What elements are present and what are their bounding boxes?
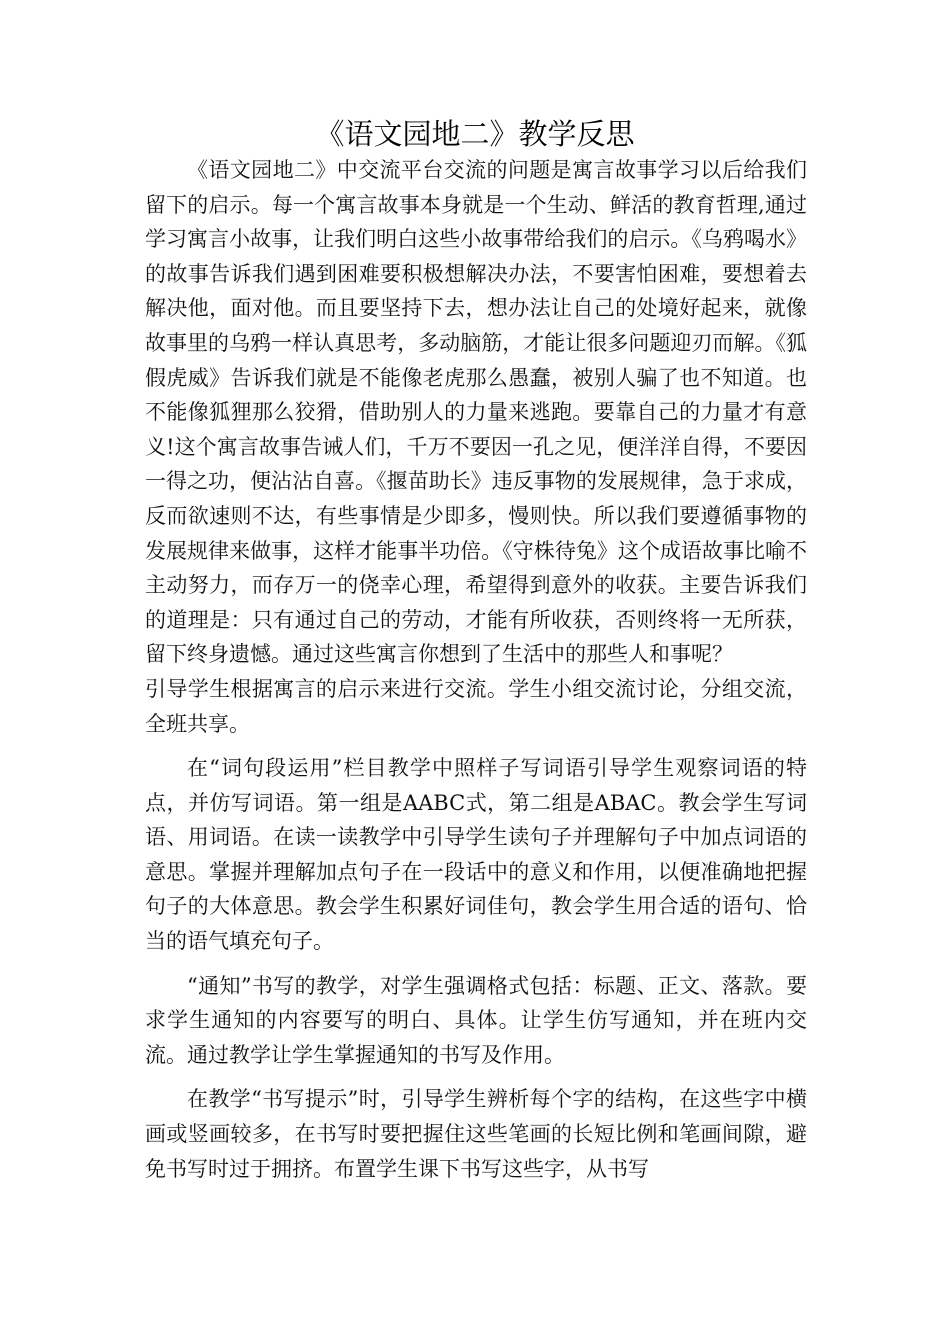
paragraph-word-usage: 在“词句段运用”栏目教学中照样子写词语引导学生观察词语的特点，并仿写词语。第一组是AABC式，第二组是ABAC。教会学生写词语、用词语。在读一读教学中引导学生读句子并理解句子中加点词语的意思。掌握并理解加点句子在一段话中的意义和作用，以便准确地把握句子的大体意思。教会学生积累好词佳句，教会学生用合适的语句、恰当的语气填充句子。 <box>145 756 807 954</box>
paragraph-fable-lessons: 《语文园地二》中交流平台交流的问题是寓言故事学习以后给我们留下的启示。每一个寓言故事本身就是一个生动、鲜活的教育哲理,通过学习寓言小故事，让我们明白这些小故事带给我们的启示。《乌鸦喝水》的故事告诉我们遇到困难要积极想解决办法，不要害怕困难，要想着去解决他，面对他。而且要坚持下去，想办法让自己的处境好起来，就像故事里的乌鸦一样认真思考，多动脑筋，才能让很多问题迎刃而解。《狐假虎威》告诉我们就是不能像老虎那么愚蠢，被别人骗了也不知道。也不能像狐狸那么狡猾，借助别人的力量来逃跑。要靠自己的力量才有意义!这个寓言故事告诫人们，千万不要因一孔之见，便洋洋自得，不要因一得之功，便沾沾自喜。《揠苗助长》违反事物的发展规律，急于求成，反而欲速则不达，有些事情是少即多，慢则快。所以我们要遵循事物的发展规律来做事，这样才能事半功倍。《守株待兔》这个成语故事比喻不主动努力，而存万一的侥幸心理，希望得到意外的收获。主要告诉我们的道理是：只有通过自己的劳动，才能有所收获，否则终将一无所获，留下终身遗憾。通过这些寓言你想到了生活中的那些人和事呢？ <box>145 158 807 667</box>
paragraph-writing-tips: 在教学“书写提示”时，引导学生辨析每个字的结构，在这些字中横画或竖画较多，在书写时要把握住这些笔画的长短比例和笔画间隙，避免书写时过于拥挤。布置学生课下书写这些字，从书写 <box>145 1087 807 1181</box>
document-body <box>145 153 807 1186</box>
paragraph-group-discussion: 引导学生根据寓言的启示来进行交流。学生小组交流讨论，分组交流，全班共享。 <box>145 676 807 736</box>
paragraph-notice-writing: “通知”书写的教学，对学生强调格式包括：标题、正文、落款。要求学生通知的内容要写的明白、具体。让学生仿写通知，并在班内交流。通过教学让学生掌握通知的书写及作用。 <box>145 973 807 1067</box>
document-title: 《语文园地二》教学反思 <box>315 117 635 151</box>
